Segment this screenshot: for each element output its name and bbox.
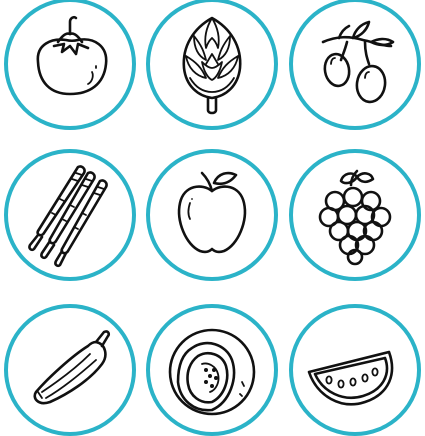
olives-icon	[293, 2, 417, 126]
melon-badge	[146, 304, 278, 436]
artichoke-badge	[146, 0, 278, 130]
watermelon-slice-icon	[293, 308, 417, 432]
grapes-badge	[289, 149, 421, 281]
zucchini-badge	[4, 304, 136, 436]
apple-icon	[150, 153, 274, 277]
tomato-icon	[8, 2, 132, 126]
olives-badge	[289, 0, 421, 130]
asparagus-badge	[4, 149, 136, 281]
zucchini-icon	[8, 308, 132, 432]
watermelon-slice-badge	[289, 304, 421, 436]
melon-icon	[150, 308, 274, 432]
tomato-badge	[4, 0, 136, 130]
artichoke-icon	[150, 2, 274, 126]
asparagus-icon	[8, 153, 132, 277]
grapes-icon	[293, 153, 417, 277]
apple-badge	[146, 149, 278, 281]
